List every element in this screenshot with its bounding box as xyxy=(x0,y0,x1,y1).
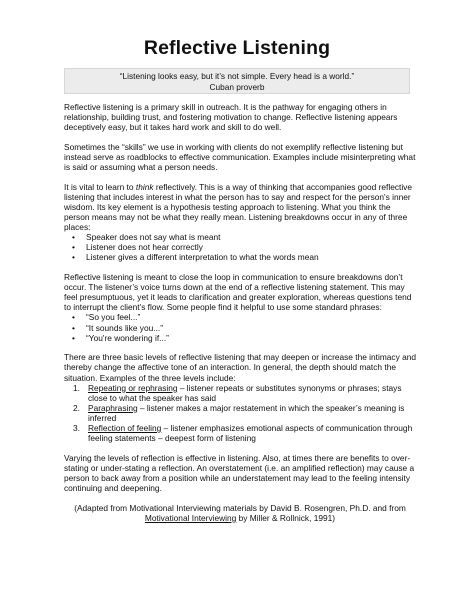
list-item xyxy=(64,333,416,343)
bullet-icon: • xyxy=(72,252,75,263)
paragraph-think-emphasis: think xyxy=(135,181,154,192)
quote-text: “Listening looks easy, but it’s not simple. Every head is a world.” xyxy=(119,71,355,81)
citation xyxy=(64,503,416,523)
level-term: Repeating or rephrasing xyxy=(88,382,178,393)
bullet-icon: • xyxy=(72,312,75,323)
citation-book-title: Motivational Interviewing xyxy=(144,512,237,523)
paragraph-close-loop: Reflective listening is meant to close the loop in communication to ensure breakdowns don’t occur. The listener’s voice turns down at the end of a reflective listening statement. This may feel presumptuous, yet it leads to clarification and greater exploration, whereas questions tend to interrupt the client's flow. Some people find it helpful to use some standard phrases: xyxy=(64,272,412,313)
paragraph-intro: Reflective listening is a primary skill in outreach. It is the pathway for engaging others in relationship, building trust, and fostering motivation to change. Reflective listening appears deceptively easy, but it takes hard work and skill to do well. xyxy=(64,102,398,133)
paragraph-roadblocks: Sometimes the “skills” we use in working with clients do not exemplify reflective listening but instead serve as roadblocks to effective communication. Examples include misinterpreting what is said or assuming what a person needs. xyxy=(64,141,416,173)
level-number: 3. xyxy=(73,423,80,433)
paragraph-think-after: reflectively. This is a way of thinking that accompanies good reflective listening that includes interest in what the person has to say and respect for the person's inner wisdom. Its key element is a hypothesis testing approach to listening. What you think the person means may not be what they really mean. Listening breakdowns occur in any of three places: xyxy=(64,181,412,233)
breakdown-list xyxy=(64,232,416,262)
citation-line-1: (Adapted from Motivational Interviewing materials by David B. Rosengren, Ph.D. and from xyxy=(74,502,406,513)
levels-list xyxy=(64,383,416,444)
paragraph-think-reflectively xyxy=(64,182,416,232)
list-item xyxy=(64,323,416,333)
list-item xyxy=(64,312,416,322)
bullet-icon: • xyxy=(72,332,75,343)
level-term: Reflection of feeling xyxy=(88,423,162,433)
phrase-item-text: “It sounds like you...” xyxy=(86,322,163,333)
list-item xyxy=(64,242,416,252)
level-term: Paraphrasing xyxy=(88,402,138,413)
level-number: 2. xyxy=(73,402,80,413)
quote-attribution: Cuban proverb xyxy=(209,81,265,92)
bullet-icon: • xyxy=(72,322,75,333)
phrases-list xyxy=(64,312,416,342)
page-title: Reflective Listening xyxy=(143,37,331,59)
list-item xyxy=(64,423,416,443)
citation-line-2: by Miller & Rollnick, 1991) xyxy=(236,512,336,523)
paragraph-varying-levels: Varying the levels of reflection is effective in listening. Also, at times there are benefits to over-stating or under-stating a reflection. An overstatement (i.e. an amplified reflection) may cause a person to back away from a position while an understatement may lead to the feeling intensity continuing and deepening. xyxy=(64,452,415,494)
bullet-icon: • xyxy=(72,232,75,243)
breakdown-item-text: Listener does not hear correctly xyxy=(86,242,203,253)
level-description: – listener repeats or substitutes synonyms or phrases; stays close to what the speaker has said xyxy=(88,382,402,403)
document-body xyxy=(64,102,416,523)
phrase-item-text: “So you feel...” xyxy=(86,312,141,323)
phrase-item-text: “You're wondering if...” xyxy=(86,332,169,343)
level-description: – listener emphasizes emotional aspects of communication through feeling statements – deepest form of listening xyxy=(88,423,413,444)
breakdown-item-text: Listener gives a different interpretation to what the words mean xyxy=(86,252,319,263)
quote-box xyxy=(64,68,410,94)
paragraph-levels-intro: There are three basic levels of reflective listening that may deepen or increase the intimacy and thereby change the affective tone of an interaction. In general, the depth should match the situation. Examples of the three levels include: xyxy=(64,352,417,383)
level-description: – listener makes a major restatement in which the speaker’s meaning is inferred xyxy=(88,402,405,423)
list-item xyxy=(64,383,416,403)
bullet-icon: • xyxy=(72,242,75,253)
list-item xyxy=(64,232,416,242)
level-number: 1. xyxy=(73,382,80,393)
breakdown-item-text: Speaker does not say what is meant xyxy=(86,232,221,243)
paragraph-think-before: It is vital to learn to xyxy=(64,181,136,192)
list-item xyxy=(64,403,416,423)
list-item xyxy=(64,252,416,262)
